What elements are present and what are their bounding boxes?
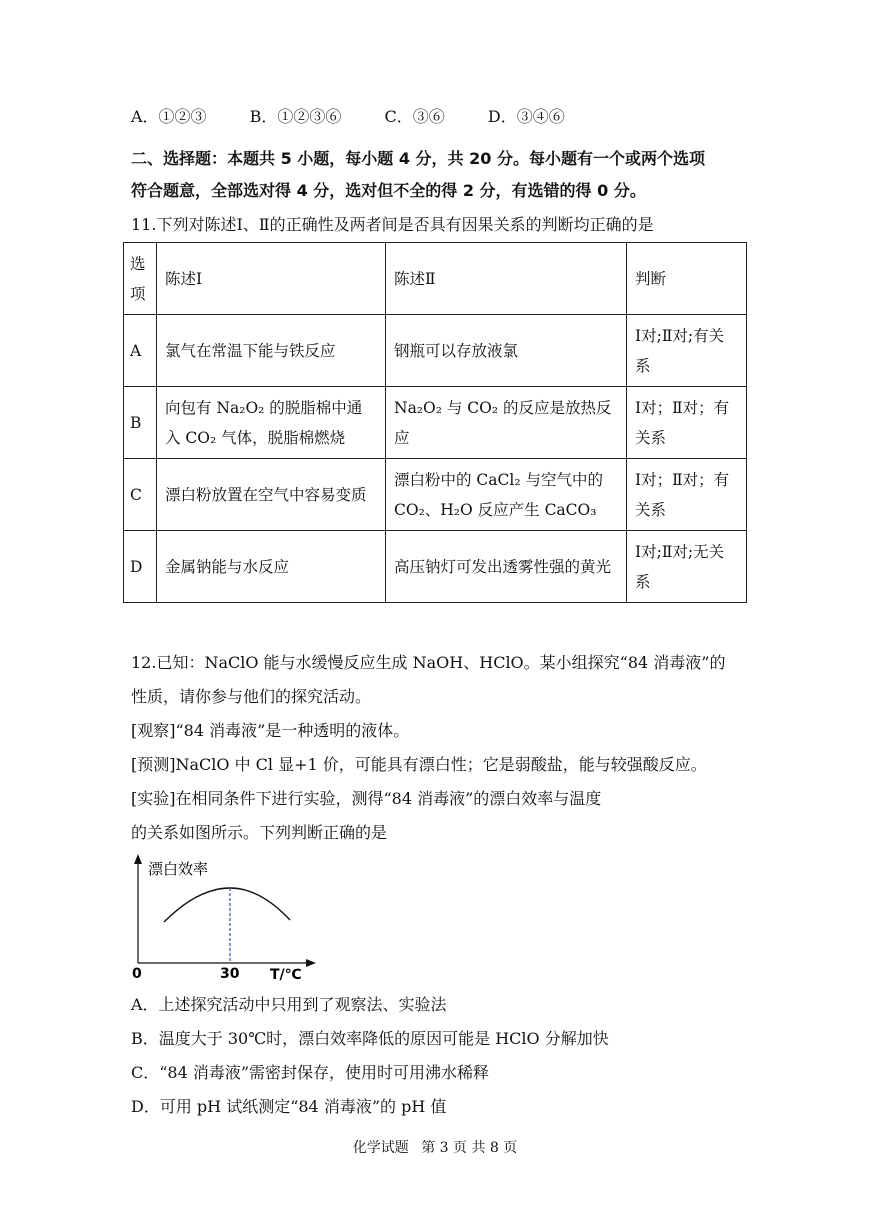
q12-option-d: D．可用 pH 试纸测定“84 消毒液”的 pH 值 [131, 1097, 447, 1116]
section2-line2: 符合题意，全部选对得 4 分，选对但不全的得 2 分，有选错的得 0 分。 [131, 181, 646, 200]
y-axis-label: 漂白效率 [148, 860, 209, 878]
q12-experiment-line1: [实验]在相同条件下进行实验，测得“84 消毒液”的漂白效率与温度 [131, 789, 602, 808]
row-option: A [124, 315, 157, 387]
header-statement-1: 陈述Ⅰ [157, 243, 386, 315]
q10-option-c: C．③⑥ [384, 107, 445, 126]
x-tick-30: 30 [220, 966, 240, 982]
row-option: B [124, 387, 157, 459]
row-option: C [124, 459, 157, 531]
efficiency-curve [164, 888, 290, 922]
q12-predict: [预测]NaClO 中 Cl 显+1 价，可能具有漂白性；它是弱酸盐，能与较强酸反应。 [131, 755, 707, 774]
row-judgement: Ⅰ对;Ⅱ对;有关系 [627, 315, 747, 387]
row-statement-2: Na₂O₂ 与 CO₂ 的反应是放热反应 [386, 387, 627, 459]
table-row [124, 531, 747, 603]
table-row [124, 459, 747, 531]
row-statement-1: 金属钠能与水反应 [157, 531, 386, 603]
q11-table [123, 242, 747, 603]
x-axis-arrow [306, 959, 316, 967]
row-statement-2: 漂白粉中的 CaCl₂ 与空气中的 CO₂、H₂O 反应产生 CaCO₃ [386, 459, 627, 531]
bleach-efficiency-chart [118, 850, 328, 985]
x-axis-label: T/℃ [270, 967, 302, 983]
row-statement-1: 漂白粉放置在空气中容易变质 [157, 459, 386, 531]
origin-label: 0 [132, 966, 142, 982]
header-statement-2: 陈述Ⅱ [386, 243, 627, 315]
q10-option-d: D．③④⑥ [487, 107, 565, 126]
footer-subject: 化学试题 [352, 1140, 409, 1156]
q10-option-b: B．①②③⑥ [249, 107, 342, 126]
table-row [124, 387, 747, 459]
q11-stem: 11.下列对陈述Ⅰ、Ⅱ的正确性及两者间是否具有因果关系的判断均正确的是 [131, 215, 654, 234]
q10-option-a: A．①②③ [131, 107, 207, 126]
table-row [124, 315, 747, 387]
row-statement-2: 钢瓶可以存放液氯 [386, 315, 627, 387]
row-judgement: Ⅰ对；Ⅱ对；有关系 [627, 387, 747, 459]
row-statement-1: 氯气在常温下能与铁反应 [157, 315, 386, 387]
header-option: 选项 [124, 243, 157, 315]
q12-option-b: B．温度大于 30℃时，漂白效率降低的原因可能是 HClO 分解加快 [131, 1029, 609, 1048]
row-judgement: Ⅰ对;Ⅱ对;无关系 [627, 531, 747, 603]
q12-line2: 性质，请你参与他们的探究活动。 [131, 687, 372, 706]
q12-experiment-line2: 的关系如图所示。下列判断正确的是 [131, 823, 388, 842]
row-statement-1: 向包有 Na₂O₂ 的脱脂棉中通入 CO₂ 气体，脱脂棉燃烧 [157, 387, 386, 459]
q10-options [131, 106, 603, 128]
row-option: D [124, 531, 157, 603]
q12-option-c: C．“84 消毒液”需密封保存，使用时可用沸水稀释 [131, 1063, 490, 1082]
y-axis-arrow [134, 854, 142, 864]
footer-page-number: 第 3 页 共 8 页 [421, 1140, 518, 1156]
q12-option-a: A．上述探究活动中只用到了观察法、实验法 [131, 995, 447, 1014]
q12-observe: [观察]“84 消毒液”是一种透明的液体。 [131, 721, 410, 740]
section2-line1: 二、选择题：本题共 5 小题，每小题 4 分，共 20 分。每小题有一个或两个选项 [131, 149, 705, 168]
page-footer [0, 1137, 870, 1157]
row-statement-2: 高压钠灯可发出透雾性强的黄光 [386, 531, 627, 603]
row-judgement: Ⅰ对；Ⅱ对；有关系 [627, 459, 747, 531]
table-header-row [124, 243, 747, 315]
header-judgement: 判断 [627, 243, 747, 315]
q12-line1: 12.已知：NaClO 能与水缓慢反应生成 NaOH、HClO。某小组探究“84 消毒液”的 [131, 653, 726, 672]
